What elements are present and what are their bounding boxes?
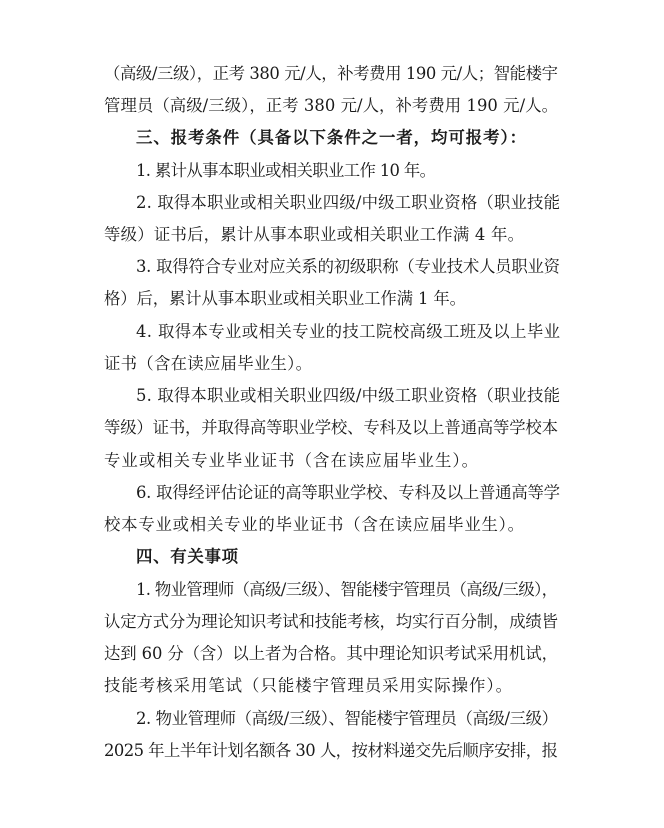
section-heading-text: 四、有关事项 — [136, 547, 239, 566]
line-text: 校本专业或相关专业的毕业证书（含在读应届毕业生）。 — [104, 515, 525, 534]
section-heading-text: 三、报考条件（具备以下条件之一者，均可报考）： — [136, 128, 527, 147]
line-text: 证书（含在读应届毕业生）。 — [104, 354, 313, 373]
text-line — [0, 347, 664, 381]
text-line — [0, 282, 664, 316]
text-line — [0, 669, 664, 703]
text-line — [0, 315, 664, 349]
line-text: 4. 取得本专业或相关专业的技工院校高级工班及以上毕业 — [136, 322, 561, 341]
text-line — [0, 444, 664, 478]
text-line — [0, 411, 664, 445]
text-line — [0, 702, 664, 736]
line-text: 等级）证书，并取得高等职业学校、专科及以上普通高等学校本 — [104, 418, 558, 437]
text-line — [0, 573, 664, 607]
text-line — [0, 186, 664, 220]
line-text: 等级）证书后，累计从事本职业或相关职业工作满 4 年。 — [104, 225, 525, 244]
section-heading — [0, 540, 664, 574]
line-text: 达到 60 分（含）以上者为合格。其中理论知识考试采用机试， — [104, 644, 558, 663]
text-line — [0, 605, 664, 639]
text-line — [0, 218, 664, 252]
text-line — [0, 379, 664, 413]
text-line — [0, 637, 664, 671]
section-heading — [0, 121, 664, 155]
line-text: 专业或相关专业毕业证书（含在读应届毕业生）。 — [104, 451, 480, 470]
text-line — [0, 57, 664, 91]
line-text: 认定方式分为理论知识考试和技能考核，均实行百分制，成绩皆 — [104, 612, 558, 631]
line-text: 5. 取得本职业或相关职业四级/中级工职业资格（职业技能 — [136, 386, 561, 405]
line-text: 2. 物业管理师（高级/三级）、智能楼宇管理员（高级/三级） — [136, 709, 558, 728]
text-line — [0, 250, 664, 284]
line-text: 2025 年上半年计划名额各 30 人，按材料递交先后顺序安排，报 — [104, 741, 558, 760]
text-line — [0, 476, 664, 510]
text-line — [0, 508, 664, 542]
line-text: 2. 取得本职业或相关职业四级/中级工职业资格（职业技能 — [136, 193, 561, 212]
line-text: 技能考核采用笔试（只能楼宇管理员采用实际操作）。 — [104, 676, 513, 695]
line-text: 管理员（高级/三级），正考 380 元/人，补考费用 190 元/人。 — [104, 96, 559, 115]
line-text: 1. 累计从事本职业或相关职业工作 10 年。 — [136, 161, 436, 180]
line-text: 1. 物业管理师（高级/三级）、智能楼宇管理员（高级/三级）， — [136, 580, 558, 599]
line-text: 6. 取得经评估论证的高等职业学校、专科及以上普通高等学 — [136, 483, 560, 502]
line-text: 格）后，累计从事本职业或相关职业工作满 1 年。 — [104, 289, 466, 308]
line-text: （高级/三级），正考 380 元/人，补考费用 190 元/人；智能楼宇 — [104, 64, 558, 83]
line-text: 3. 取得符合专业对应关系的初级职称（专业技术人员职业资 — [136, 257, 560, 276]
text-line — [0, 154, 664, 188]
text-line — [0, 89, 664, 123]
text-line — [0, 734, 664, 768]
